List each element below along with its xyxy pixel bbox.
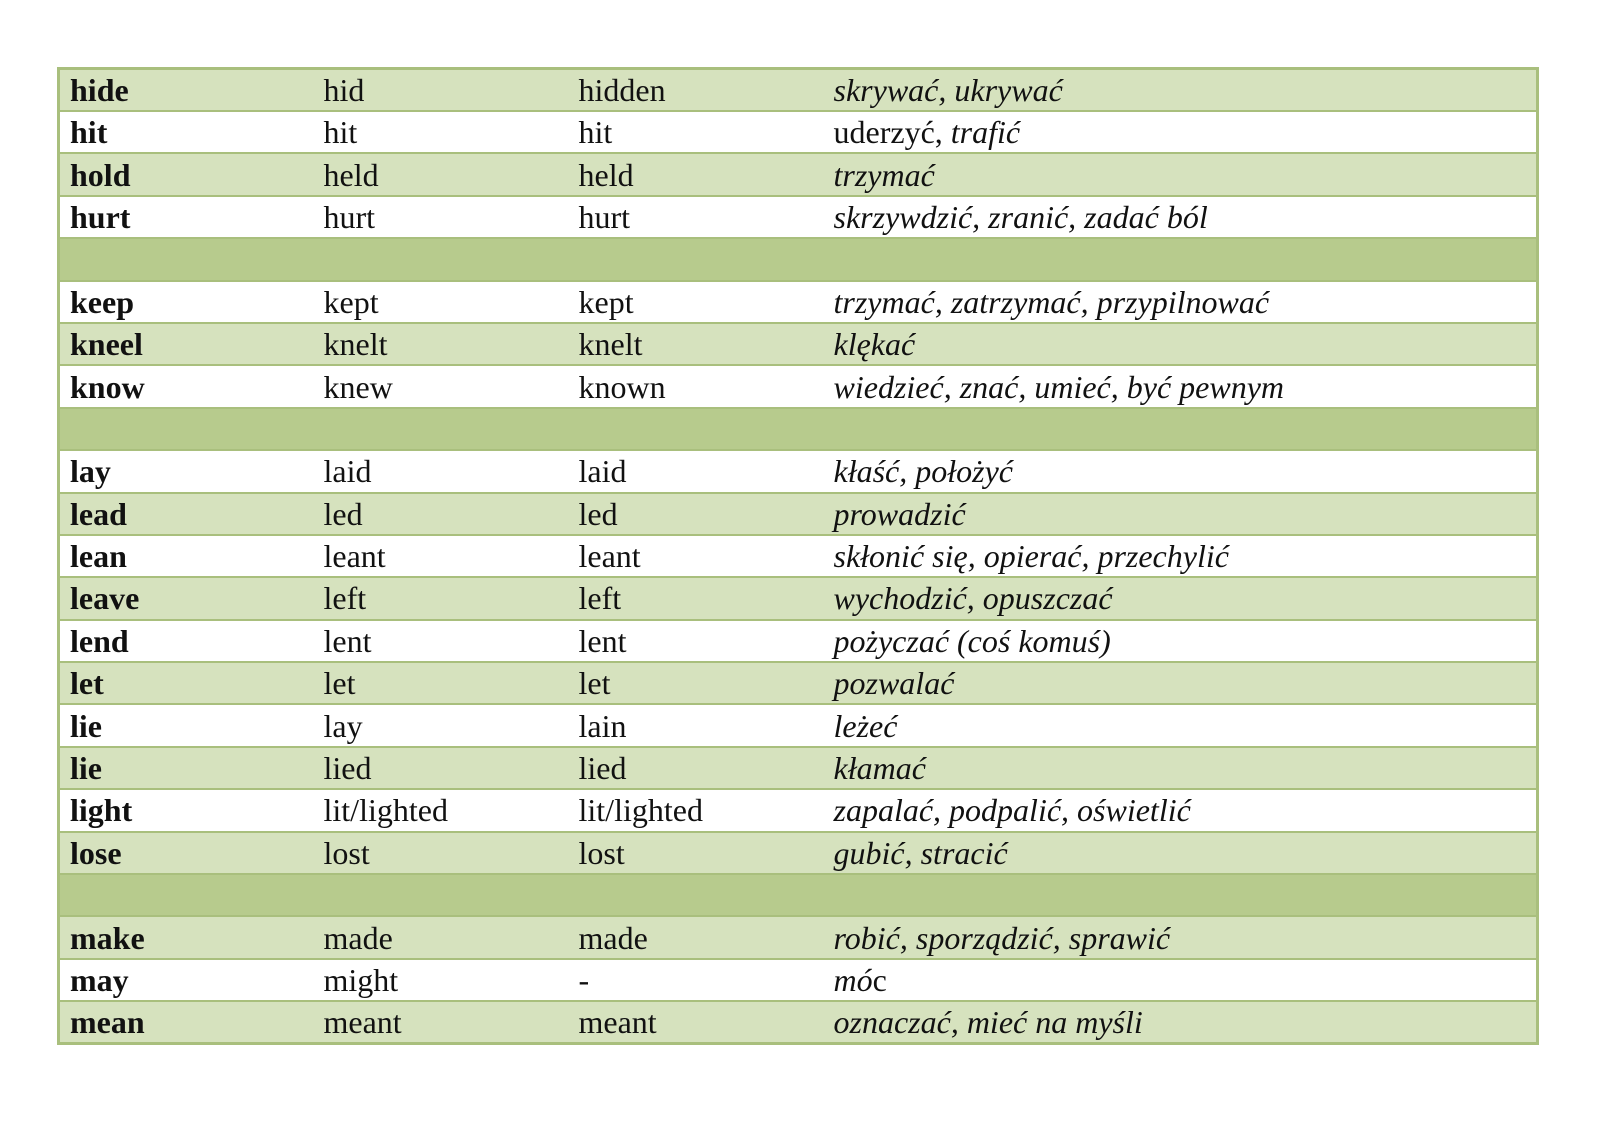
base-form-cell: lay	[59, 450, 314, 492]
table-row	[59, 832, 1538, 874]
table-row	[59, 450, 1538, 492]
meaning-text: gubić, stracić	[833, 834, 1008, 871]
past-participle-cell: -	[569, 959, 824, 1001]
past-simple-cell: hid	[314, 69, 569, 112]
table-row	[59, 1001, 1538, 1044]
polish-meaning-cell	[824, 365, 1538, 407]
past-participle-cell: lent	[569, 620, 824, 662]
base-form-cell: hurt	[59, 196, 314, 238]
polish-meaning-cell	[824, 450, 1538, 492]
polish-meaning-cell	[824, 832, 1538, 874]
meaning-text: kłamać	[833, 750, 926, 787]
table-row	[59, 153, 1538, 195]
polish-meaning-cell	[824, 493, 1538, 535]
polish-meaning-cell	[824, 959, 1538, 1001]
polish-meaning-cell	[824, 662, 1538, 704]
past-participle-cell: knelt	[569, 323, 824, 365]
past-simple-cell: lent	[314, 620, 569, 662]
polish-meaning-cell	[824, 704, 1538, 746]
past-simple-cell: made	[314, 916, 569, 958]
meaning-text: trafić	[950, 114, 1021, 151]
base-form-cell: light	[59, 789, 314, 831]
irregular-verbs-table	[57, 67, 1539, 1045]
polish-meaning-cell	[824, 1001, 1538, 1044]
past-participle-cell: let	[569, 662, 824, 704]
past-simple-cell: laid	[314, 450, 569, 492]
meaning-text: skrzywdzić, zranić, zadać ból	[833, 198, 1208, 235]
base-form-cell: lean	[59, 535, 314, 577]
base-form-cell: hide	[59, 69, 314, 112]
polish-meaning-cell	[824, 789, 1538, 831]
past-participle-cell: lain	[569, 704, 824, 746]
past-simple-cell: left	[314, 577, 569, 619]
past-simple-cell: leant	[314, 535, 569, 577]
table-row	[59, 620, 1538, 662]
group-separator-row	[59, 874, 1538, 916]
meaning-text: zapalać, podpalić, oświetlić	[833, 792, 1191, 829]
past-participle-cell: laid	[569, 450, 824, 492]
base-form-cell: hit	[59, 111, 314, 153]
meaning-text: trzymać, zatrzymać, przypilnować	[833, 283, 1270, 320]
past-participle-cell: lost	[569, 832, 824, 874]
separator-cell	[59, 408, 1538, 450]
polish-meaning-cell	[824, 323, 1538, 365]
polish-meaning-cell	[824, 577, 1538, 619]
past-simple-cell: knelt	[314, 323, 569, 365]
table-row	[59, 493, 1538, 535]
base-form-cell: kneel	[59, 323, 314, 365]
group-separator-row	[59, 408, 1538, 450]
base-form-cell: lie	[59, 704, 314, 746]
meaning-text: skrywać, ukrywać	[833, 72, 1063, 108]
table-row	[59, 281, 1538, 323]
base-form-cell: lie	[59, 747, 314, 789]
past-participle-cell: made	[569, 916, 824, 958]
verbs-table-body	[59, 69, 1538, 1044]
past-participle-cell: hurt	[569, 196, 824, 238]
past-simple-cell: knew	[314, 365, 569, 407]
polish-meaning-cell	[824, 196, 1538, 238]
table-row	[59, 704, 1538, 746]
meaning-text: oznaczać, mieć na myśli	[833, 1004, 1143, 1041]
base-form-cell: hold	[59, 153, 314, 195]
table-row	[59, 662, 1538, 704]
table-row	[59, 916, 1538, 958]
polish-meaning-cell	[824, 916, 1538, 958]
base-form-cell: leave	[59, 577, 314, 619]
meaning-text: skłonić się, opierać, przechylić	[833, 538, 1229, 575]
past-simple-cell: might	[314, 959, 569, 1001]
base-form-cell: keep	[59, 281, 314, 323]
past-simple-cell: let	[314, 662, 569, 704]
meaning-text: klękać	[833, 326, 916, 363]
meaning-text: wychodzić, opuszczać	[833, 580, 1113, 617]
polish-meaning-cell	[824, 111, 1538, 153]
base-form-cell: lend	[59, 620, 314, 662]
past-simple-cell: lost	[314, 832, 569, 874]
past-participle-cell: meant	[569, 1001, 824, 1044]
separator-cell	[59, 238, 1538, 280]
meaning-text: prowadzić	[833, 495, 966, 532]
past-simple-cell: kept	[314, 281, 569, 323]
past-simple-cell: led	[314, 493, 569, 535]
base-form-cell: lose	[59, 832, 314, 874]
polish-meaning-cell	[824, 153, 1538, 195]
past-simple-cell: held	[314, 153, 569, 195]
polish-meaning-cell	[824, 747, 1538, 789]
polish-meaning-cell	[824, 620, 1538, 662]
meaning-text: c	[872, 962, 887, 998]
base-form-cell: know	[59, 365, 314, 407]
past-simple-cell: lit/lighted	[314, 789, 569, 831]
past-participle-cell: led	[569, 493, 824, 535]
meaning-text: pożyczać (coś komuś)	[833, 622, 1111, 659]
past-participle-cell: lit/lighted	[569, 789, 824, 831]
past-participle-cell: kept	[569, 281, 824, 323]
base-form-cell: may	[59, 959, 314, 1001]
meaning-text: mó	[833, 962, 873, 998]
past-simple-cell: meant	[314, 1001, 569, 1044]
past-participle-cell: hit	[569, 111, 824, 153]
past-participle-cell: known	[569, 365, 824, 407]
past-participle-cell: held	[569, 153, 824, 195]
table-row	[59, 111, 1538, 153]
table-row	[59, 577, 1538, 619]
meaning-text: robić, sporządzić, sprawić	[833, 919, 1171, 956]
table-row	[59, 535, 1538, 577]
meaning-text: uderzyć,	[833, 114, 951, 151]
table-row	[59, 323, 1538, 365]
table-row	[59, 789, 1538, 831]
table-row	[59, 365, 1538, 407]
meaning-text: wiedzieć, znać, umieć, być pewnym	[833, 368, 1285, 405]
past-simple-cell: lay	[314, 704, 569, 746]
past-participle-cell: hidden	[569, 69, 824, 112]
table-row	[59, 69, 1538, 112]
base-form-cell: lead	[59, 493, 314, 535]
base-form-cell: mean	[59, 1001, 314, 1044]
polish-meaning-cell	[824, 281, 1538, 323]
base-form-cell: make	[59, 916, 314, 958]
meaning-text: pozwalać	[833, 665, 955, 702]
meaning-text: kłaść, położyć	[833, 453, 1013, 490]
table-row	[59, 959, 1538, 1001]
past-simple-cell: hit	[314, 111, 569, 153]
past-simple-cell: hurt	[314, 196, 569, 238]
table-row	[59, 196, 1538, 238]
past-participle-cell: leant	[569, 535, 824, 577]
meaning-text: trzymać	[833, 156, 935, 193]
group-separator-row	[59, 238, 1538, 280]
past-simple-cell: lied	[314, 747, 569, 789]
past-participle-cell: left	[569, 577, 824, 619]
polish-meaning-cell	[824, 69, 1538, 112]
base-form-cell: let	[59, 662, 314, 704]
meaning-text: leżeć	[833, 707, 898, 744]
table-row	[59, 747, 1538, 789]
separator-cell	[59, 874, 1538, 916]
past-participle-cell: lied	[569, 747, 824, 789]
polish-meaning-cell	[824, 535, 1538, 577]
